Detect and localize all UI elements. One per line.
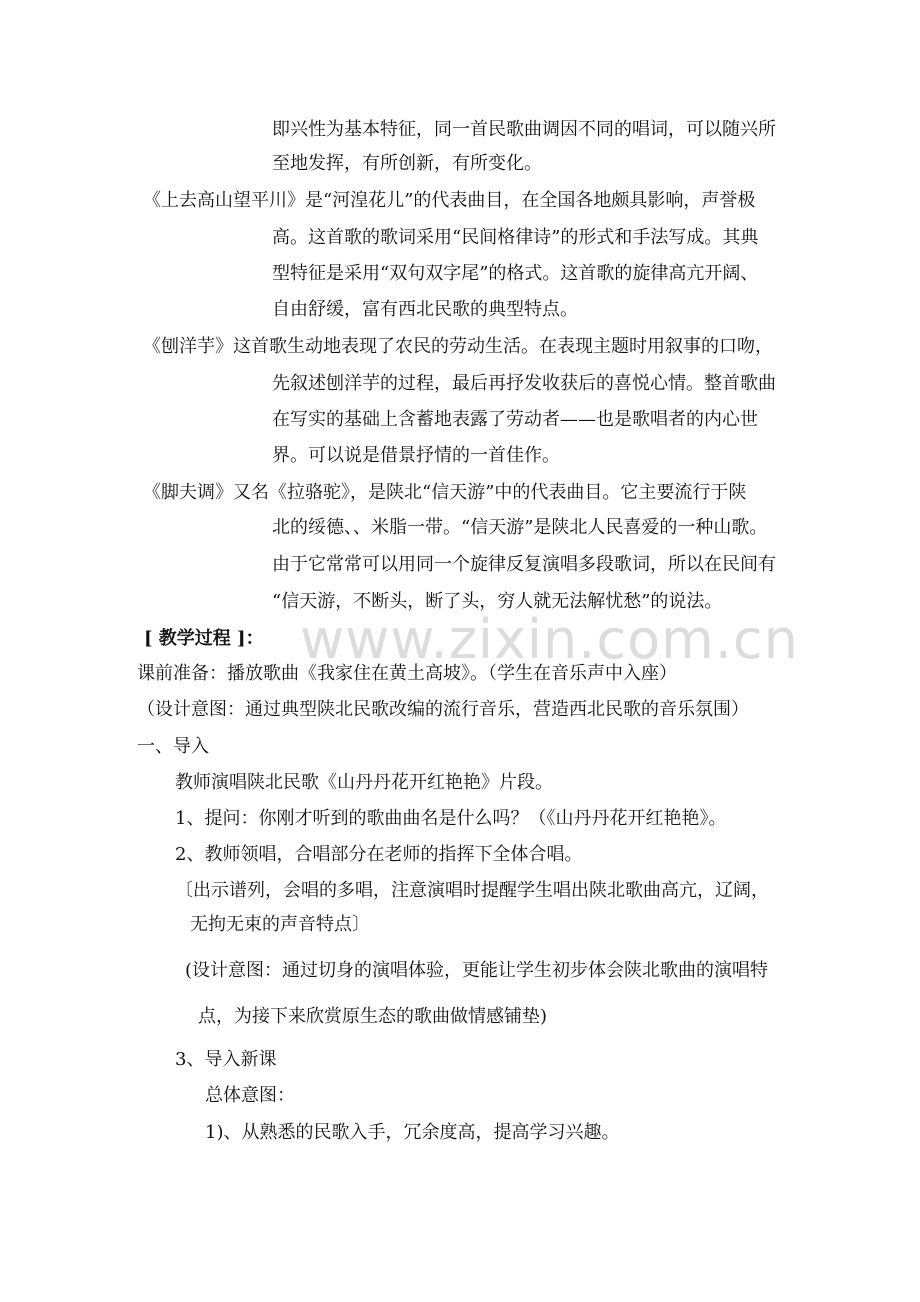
step-heading: 一、导入 [137,736,209,757]
paragraph-line: 先叙述刨洋芋的过程，最后再抒发收获后的喜悦心情。整首歌曲 [272,373,776,394]
paragraph-line: 自由舒缓，富有西北民歌的典型特点。 [272,299,578,320]
intent-line: （设计意图：通过典型陕北民歌改编的流行音乐，营造西北民歌的音乐氛围） [137,699,749,720]
overall-line: 总体意图： [205,1085,295,1106]
score-line: 〔出示谱列，会唱的多唱，注意演唱时提醒学生唱出陕北歌曲高亢，辽阔， [175,880,769,901]
paragraph-line: 高。这首歌的歌词采用“民间格律诗”的形式和手法写成。其典 [272,227,759,248]
paragraph-line: 《上去高山望平川》是“河湟花儿”的代表曲目，在全国各地颇具影响，声誉极 [143,190,756,211]
paragraph-line: 《脚夫调》又名《拉骆驼》，是陕北“信天游”中的代表曲目。它主要流行于陕 [143,482,747,503]
paragraph-line: 型特征是采用“双句双字尾”的格式。这首歌的旋律高亢开阔、 [272,263,759,284]
paragraph-line: 由于它常常可以用同一个旋律反复演唱多段歌词，所以在民间有 [272,554,776,575]
paragraph-line: 至地发挥，有所创新，有所变化。 [272,153,542,174]
question-line: 3、导入新课 [175,1049,277,1070]
paragraph-line: 北的绥德、、米脂一带。“信天游”是陕北人民喜爱的一种山歌。 [272,517,768,538]
prep-line: 课前准备：播放歌曲《我家住在黄土高坡》。（学生在音乐声中入座） [137,663,677,684]
paragraph-line: 《刨洋芋》这首歌生动地表现了农民的劳动生活。在表现主题时用叙事的口吻， [143,336,773,357]
paragraph-line: 界。可以说是借景抒情的一首佳作。 [272,445,560,466]
item-line: 1)、从熟悉的民歌入手，冗余度高，提高学习兴趣。 [205,1122,620,1143]
question-line: 1、提问：你刚才听到的歌曲曲名是什么吗？（《山丹丹花开红艳艳》。 [175,808,727,829]
paragraph-line: “信天游，不断头，断了头，穷人就无法解忧愁”的说法。 [272,591,723,612]
question-line: 2、教师领唱，合唱部分在老师的指挥下全体合唱。 [175,844,583,865]
watermark: www.zixin.com.cn [300,608,799,671]
paragraph-line: 即兴性为基本特征，同一首民歌曲调因不同的唱词，可以随兴所 [272,119,776,140]
design-line: (设计意图：通过切身的演唱体验，更能让学生初步体会陕北歌曲的演唱特 [185,960,769,981]
teacher-line: 教师演唱陕北民歌《山丹丹花开红艳艳》片段。 [175,772,553,793]
score-line: 无拘无束的声音特点〕 [190,914,370,935]
section-heading: [ 教学过程 ]： [144,628,264,649]
design-line: 点，为接下来欣赏原生态的歌曲做情感铺垫) [198,1006,548,1027]
paragraph-line: 在写实的基础上含蓄地表露了劳动者——也是歌唱者的内心世 [272,409,758,430]
